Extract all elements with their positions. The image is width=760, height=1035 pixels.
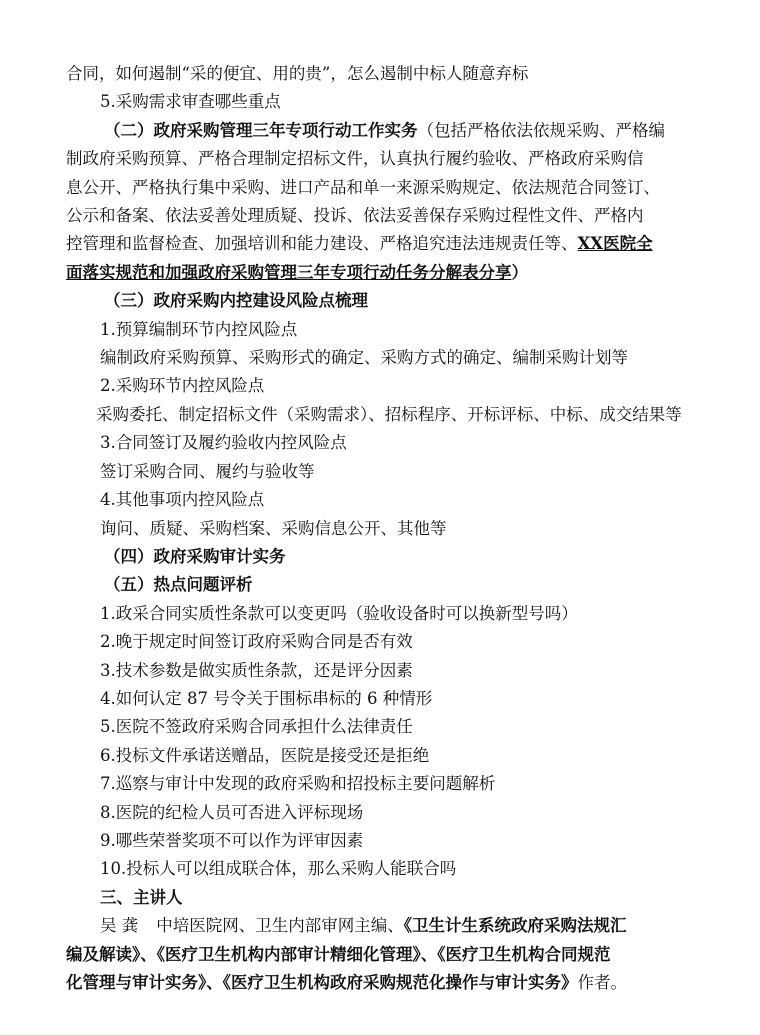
section-2-text: （包括严格依法依规采购、严格编 (417, 120, 665, 140)
list-item: 7.巡察与审计中发现的政府采购和招投标主要问题解析 (100, 774, 496, 794)
speaker-book: 化管理与审计实务》、《医疗卫生机构政府采购规范化操作与审计实务》 (66, 973, 578, 992)
list-item-detail: 签订采购合同、履约与验收等 (100, 461, 315, 481)
task-table-link-cont[interactable]: 面落实规范和加强政府采购管理三年专项行动任务分解表分享 (66, 262, 512, 282)
text-line: 合同，如何遏制“采的便宜、用的贵”，怎么遏制中标人随意弃标 (66, 64, 529, 83)
list-item: 2.采购环节内控风险点 (100, 376, 265, 396)
task-table-link[interactable]: XX医院全 (577, 234, 653, 254)
list-item: 1.预算编制环节内控风险点 (100, 319, 298, 339)
speaker-role: 中培医院网、卫生内部审网主编、 (156, 916, 404, 936)
section-5-title: （五）热点问题评析 (104, 575, 253, 595)
text-line (66, 259, 700, 287)
list-item-detail: 询问、质疑、采购档案、采购信息公开、其他等 (100, 518, 447, 538)
section-2-heading (66, 117, 700, 145)
section-2-text: 控管理和监督检查、加强培训和能力建设、严格追究违法违规责任等、 (66, 234, 578, 254)
list-item-detail: 采购委托、制定招标文件（采购需求）、招标程序、开标评标、中标、成交结果等 (96, 404, 682, 424)
speaker-name: 吴 龚 (100, 916, 139, 936)
section-3-title: （三）政府采购内控建设风险点梳理 (104, 291, 368, 311)
list-item: 3.合同签订及履约验收内控风险点 (100, 433, 347, 453)
list-item: 3.技术参数是做实质性条款，还是评分因素 (100, 660, 413, 680)
speaker-book: 《卫生计生系统政府采购法规汇 (403, 916, 627, 936)
section-4-title: （四）政府采购审计实务 (104, 546, 286, 566)
list-item: 2.晚于规定时间签订政府采购合同是否有效 (100, 632, 413, 652)
list-item-detail: 编制政府采购预算、采购形式的确定、采购方式的确定、编制采购计划等 (100, 348, 628, 368)
list-item: 4.如何认定 87 号令关于围标串标的 6 种情形 (100, 688, 433, 708)
close-paren: ） (511, 262, 528, 282)
speaker-line (66, 912, 700, 940)
text-line: 公示和备案、依法妥善处理质疑、投诉、依法妥善保存采购过程性文件、严格内 (66, 206, 644, 226)
section-three-title: 三、主讲人 (100, 887, 183, 907)
speaker-suffix: 作者。 (577, 973, 627, 992)
list-item: 1.政采合同实质性条款可以变更吗（验收设备时可以换新型号吗） (100, 603, 578, 623)
list-item: 6.投标文件承诺送赠品，医院是接受还是拒绝 (100, 745, 430, 765)
text-line (66, 230, 700, 258)
section-2-title: （二）政府采购管理三年专项行动工作实务 (104, 120, 418, 140)
list-item: 8.医院的纪检人员可否进入评标现场 (100, 802, 364, 822)
speaker-books-end (66, 969, 700, 997)
list-item: 5.采购需求审查哪些重点 (100, 92, 281, 112)
text-line: 息公开、严格执行集中采购、进口产品和单一来源采购规定、依法规范合同签订、 (66, 177, 660, 197)
list-item: 5.医院不签政府采购合同承担什么法律责任 (100, 717, 413, 737)
list-item: 10.投标人可以组成联合体，那么采购人能联合吗 (100, 859, 457, 879)
text-line: 制政府采购预算、严格合理制定招标文件，认真执行履约验收、严格政府采购信 (66, 149, 644, 169)
list-item: 4.其他事项内控风险点 (100, 490, 265, 510)
list-item: 9.哪些荣誉奖项不可以作为评审因素 (100, 830, 364, 850)
speaker-books: 编及解读》、《医疗卫生机构内部审计精细化管理》、《医疗卫生机构合同规范 (66, 944, 611, 964)
